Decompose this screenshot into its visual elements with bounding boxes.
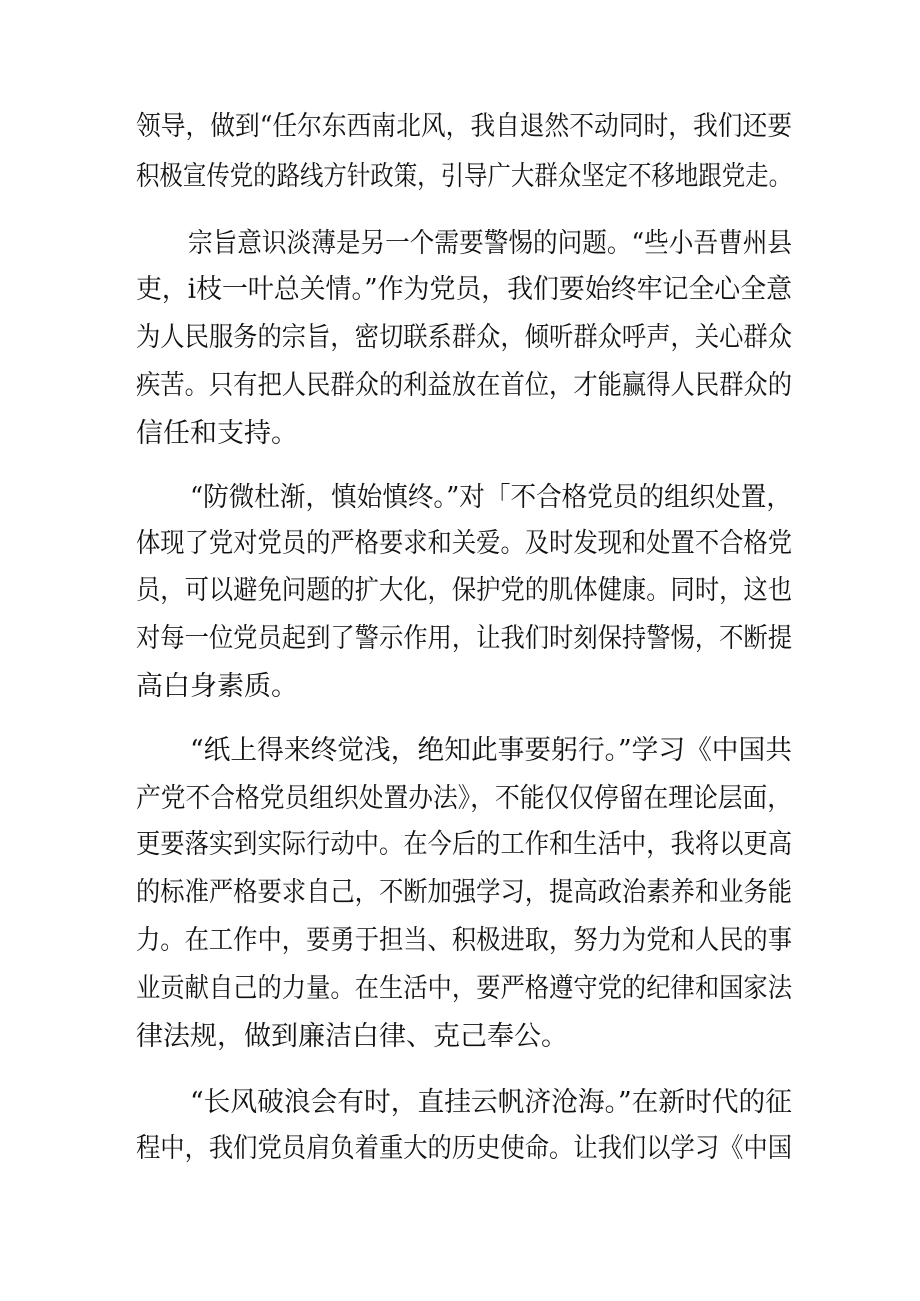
text-line bbox=[0, 270, 920, 310]
text-line bbox=[0, 825, 920, 865]
text-line-content: 力。在工作中，要勇于担当、积极进取，努力为党和人民的事 bbox=[136, 925, 792, 956]
text-line bbox=[0, 1083, 920, 1123]
text-line-content: 宗旨意识淡薄是另一个需要警惕的问题。“些小吾曹州县 bbox=[188, 228, 792, 259]
text-line bbox=[0, 1017, 920, 1057]
text-line bbox=[0, 224, 920, 264]
text-line bbox=[0, 107, 920, 147]
text-line-content: 领导，做到“任尔东西南北风，我自退然不动同时，我们还要 bbox=[136, 111, 792, 142]
text-line-content: “防微杜渐，慎始慎终。”对「不合格党员的组织处置， bbox=[190, 482, 792, 513]
text-line bbox=[0, 667, 920, 707]
text-line bbox=[0, 921, 920, 961]
text-line-content: “长风破浪会有时，直挂云帆济沧海。”在新时代的征 bbox=[190, 1087, 792, 1118]
text-line-content: 程中，我们党员肩负着重大的历史使命。让我们以学习《中国 bbox=[136, 1133, 792, 1164]
text-line bbox=[0, 157, 920, 197]
text-line bbox=[0, 366, 920, 406]
text-line bbox=[0, 414, 920, 454]
text-line-content: 积极宣传党的路线方针政策，引导广大群众坚定不移地跟党走。 bbox=[136, 161, 792, 192]
text-line-content: 的标准严格要求自己，不断加强学习，提高政治素养和业务能 bbox=[136, 877, 792, 908]
text-line bbox=[0, 969, 920, 1009]
text-line-content: 为人民服务的宗旨，密切联系群众，倾听群众呼声，关心群众 bbox=[136, 322, 792, 353]
text-line-content: 信任和支持。 bbox=[136, 418, 298, 449]
text-line-content: 更要落实到实际行动中。在今后的工作和生活中，我将以更高 bbox=[136, 829, 792, 860]
text-line-content: 高白身素质。 bbox=[136, 671, 298, 702]
text-line bbox=[0, 524, 920, 564]
text-line bbox=[0, 731, 920, 771]
text-line-content: 业贡献自己的力量。在生活中，要严格遵守党的纪律和国家法 bbox=[136, 973, 792, 1004]
text-line-content: 对每一位党员起到了警示作用，让我们时刻保持警惕，不断提 bbox=[136, 623, 792, 654]
text-line bbox=[0, 1129, 920, 1169]
text-line-content: 体现了党对党员的严格要求和关爱。及时发现和处置不合格党 bbox=[136, 528, 792, 559]
text-line-content: 员，可以避免问题的扩大化，保护党的肌体健康。同时，这也 bbox=[136, 575, 792, 606]
text-line-content: 律法规，做到廉洁白律、克己奉公。 bbox=[136, 1021, 568, 1052]
text-line bbox=[0, 478, 920, 518]
text-line-content: “纸上得来终觉浅，绝知此事要躬行。”学习《中国共 bbox=[190, 735, 792, 766]
text-line bbox=[0, 873, 920, 913]
text-line bbox=[0, 318, 920, 358]
text-line bbox=[0, 571, 920, 611]
text-line-content: 产党不合格党员组织处置办法》，不能仅仅停留在理论层面， bbox=[136, 783, 792, 814]
text-line bbox=[0, 619, 920, 659]
text-line bbox=[0, 779, 920, 819]
text-line-content: 疾苦。只有把人民群众的利益放在首位，才能赢得人民群众的 bbox=[136, 370, 792, 401]
text-line-content: 吏，i枝一叶总关情。”作为党员，我们要始终牢记全心全意 bbox=[136, 274, 792, 305]
